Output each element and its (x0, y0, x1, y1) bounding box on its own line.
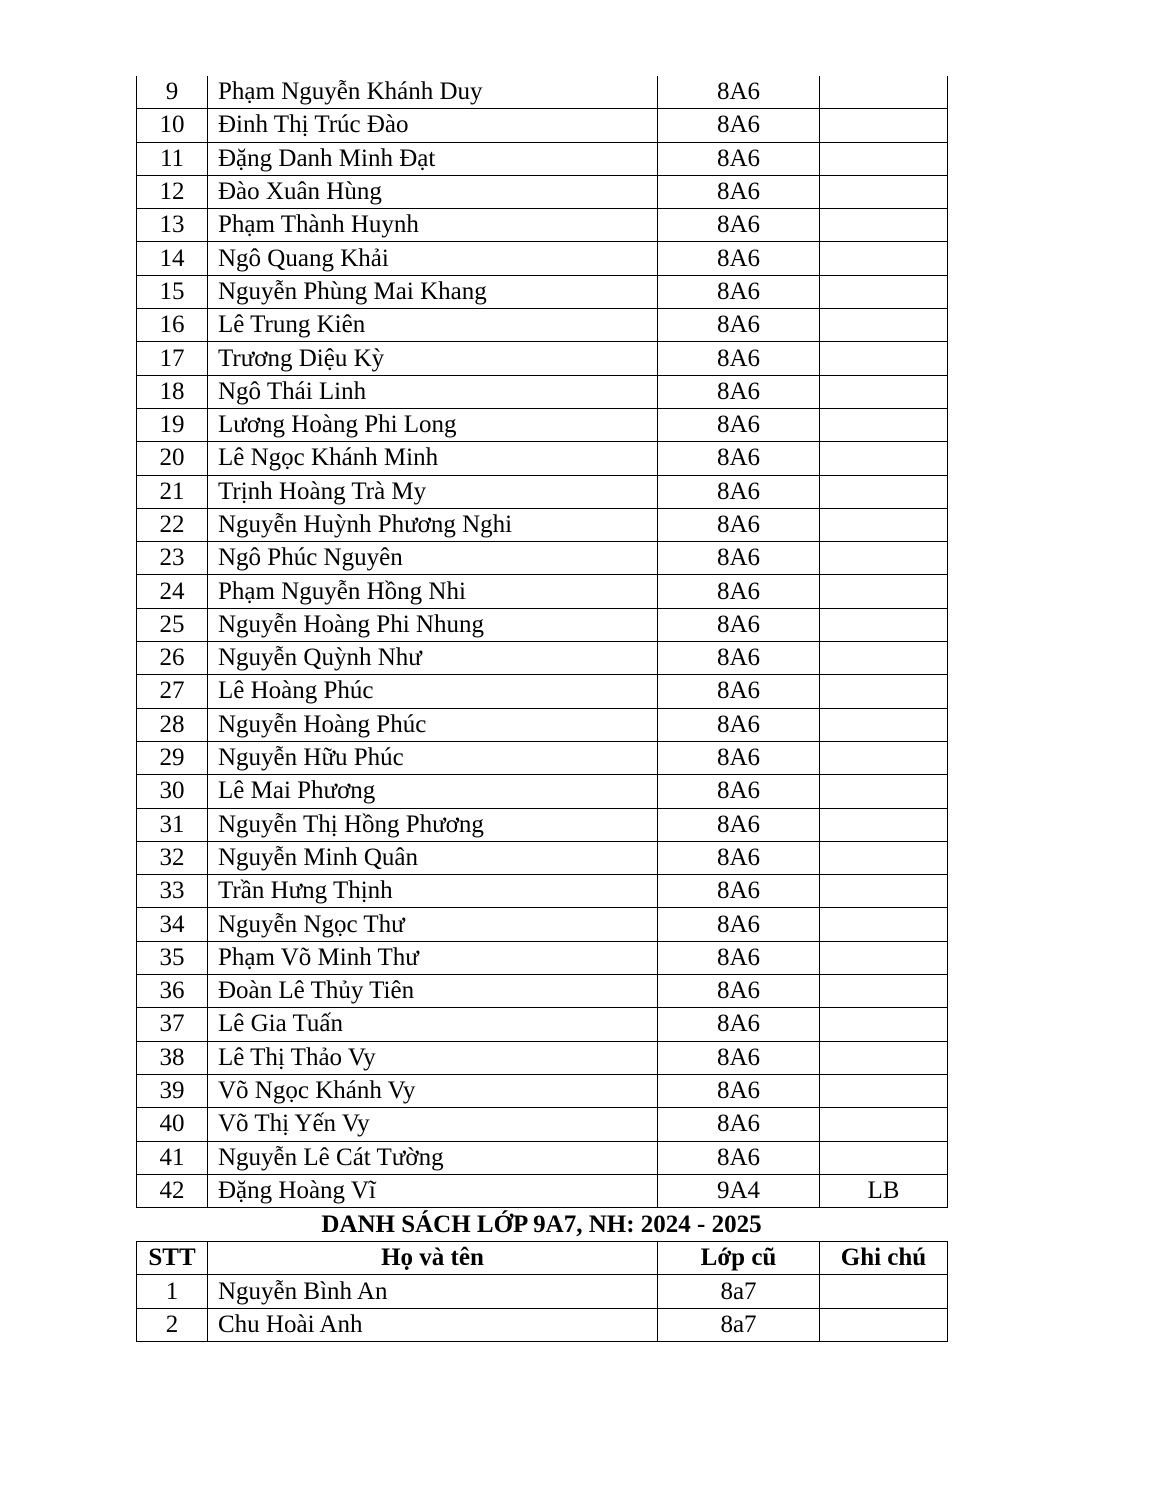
class-9a7-table (136, 1241, 948, 1342)
note-cell (820, 675, 948, 708)
old-class: 8A6 (658, 309, 820, 342)
student-name: Ngô Thái Linh (208, 375, 658, 408)
student-name: Võ Thị Yến Vy (208, 1108, 658, 1141)
old-class: 8A6 (658, 642, 820, 675)
note-cell (820, 209, 948, 242)
table-row (137, 608, 948, 641)
student-name: Lê Gia Tuấn (208, 1008, 658, 1041)
table-row (137, 209, 948, 242)
old-class: 8A6 (658, 142, 820, 175)
table-header-row (137, 1242, 948, 1275)
note-cell (820, 1041, 948, 1074)
note-cell (820, 1074, 948, 1107)
old-class: 8A6 (658, 209, 820, 242)
row-number: 34 (137, 908, 208, 941)
old-class: 8A6 (658, 741, 820, 774)
old-class: 8A6 (658, 608, 820, 641)
note-cell (820, 775, 948, 808)
student-name: Đặng Danh Minh Đạt (208, 142, 658, 175)
note-cell (820, 708, 948, 741)
header-note: Ghi chú (820, 1242, 948, 1275)
old-class: 8A6 (658, 775, 820, 808)
old-class: 8A6 (658, 542, 820, 575)
table1-body (137, 76, 948, 1208)
table-row (137, 1041, 948, 1074)
row-number: 18 (137, 375, 208, 408)
row-number: 32 (137, 841, 208, 874)
table-row (137, 1275, 948, 1308)
note-cell (820, 575, 948, 608)
section-title-9a7: DANH SÁCH LỚP 9A7, NH: 2024 - 2025 (321, 1211, 762, 1239)
note-cell: LB (820, 1174, 948, 1207)
table-row (137, 309, 948, 342)
row-number: 27 (137, 675, 208, 708)
student-name: Nguyễn Ngọc Thư (208, 908, 658, 941)
row-number: 35 (137, 941, 208, 974)
note-cell (820, 408, 948, 441)
old-class: 8A6 (658, 1108, 820, 1141)
old-class: 8A6 (658, 242, 820, 275)
old-class: 8A6 (658, 442, 820, 475)
table-row (137, 1008, 948, 1041)
student-name: Nguyễn Hoàng Phi Nhung (208, 608, 658, 641)
student-name: Nguyễn Hoàng Phúc (208, 708, 658, 741)
student-name: Nguyễn Hữu Phúc (208, 741, 658, 774)
row-number: 14 (137, 242, 208, 275)
old-class: 8a7 (658, 1308, 820, 1341)
note-cell (820, 175, 948, 208)
table-row (137, 675, 948, 708)
table-row (137, 375, 948, 408)
row-number: 12 (137, 175, 208, 208)
row-number: 38 (137, 1041, 208, 1074)
table-row (137, 275, 948, 308)
note-cell (820, 841, 948, 874)
note-cell (820, 1008, 948, 1041)
student-name: Phạm Nguyễn Khánh Duy (208, 76, 658, 109)
note-cell (820, 475, 948, 508)
row-number: 42 (137, 1174, 208, 1207)
class-list-page (136, 76, 947, 1342)
table-row (137, 941, 948, 974)
old-class: 8A6 (658, 875, 820, 908)
table-row (137, 242, 948, 275)
table-row (137, 542, 948, 575)
old-class: 8A6 (658, 175, 820, 208)
note-cell (820, 642, 948, 675)
row-number: 28 (137, 708, 208, 741)
student-name: Nguyễn Bình An (208, 1275, 658, 1308)
old-class: 8A6 (658, 908, 820, 941)
note-cell (820, 1108, 948, 1141)
old-class: 8A6 (658, 675, 820, 708)
row-number: 24 (137, 575, 208, 608)
row-number: 31 (137, 808, 208, 841)
student-name: Trần Hưng Thịnh (208, 875, 658, 908)
table-row (137, 875, 948, 908)
table-row (137, 1308, 948, 1341)
row-number: 25 (137, 608, 208, 641)
student-name: Đoàn Lê Thủy Tiên (208, 975, 658, 1008)
row-number: 41 (137, 1141, 208, 1174)
table-row (137, 442, 948, 475)
table-row (137, 475, 948, 508)
student-name: Lê Trung Kiên (208, 309, 658, 342)
old-class: 8A6 (658, 475, 820, 508)
table-row (137, 76, 948, 109)
note-cell (820, 741, 948, 774)
student-name: Nguyễn Thị Hồng Phương (208, 808, 658, 841)
student-name: Lê Thị Thảo Vy (208, 1041, 658, 1074)
student-name: Phạm Thành Huynh (208, 209, 658, 242)
row-number: 16 (137, 309, 208, 342)
note-cell (820, 309, 948, 342)
student-name: Trịnh Hoàng Trà My (208, 475, 658, 508)
student-name: Ngô Quang Khải (208, 242, 658, 275)
row-number: 17 (137, 342, 208, 375)
row-number: 22 (137, 508, 208, 541)
old-class: 8A6 (658, 1041, 820, 1074)
old-class: 8A6 (658, 808, 820, 841)
table-row (137, 808, 948, 841)
old-class: 9A4 (658, 1174, 820, 1207)
table-row (137, 575, 948, 608)
student-name: Đinh Thị Trúc Đào (208, 109, 658, 142)
note-cell (820, 808, 948, 841)
table-row (137, 908, 948, 941)
note-cell (820, 342, 948, 375)
row-number: 11 (137, 142, 208, 175)
row-number: 21 (137, 475, 208, 508)
row-number: 15 (137, 275, 208, 308)
student-name: Lê Ngọc Khánh Minh (208, 442, 658, 475)
table-row (137, 1108, 948, 1141)
row-number: 40 (137, 1108, 208, 1141)
note-cell (820, 1141, 948, 1174)
student-name: Lê Mai Phương (208, 775, 658, 808)
student-name: Đặng Hoàng Vĩ (208, 1174, 658, 1207)
note-cell (820, 542, 948, 575)
old-class: 8A6 (658, 975, 820, 1008)
old-class: 8A6 (658, 708, 820, 741)
table-row (137, 841, 948, 874)
table-row (137, 975, 948, 1008)
table-row (137, 642, 948, 675)
row-number: 33 (137, 875, 208, 908)
student-name: Nguyễn Huỳnh Phương Nghi (208, 508, 658, 541)
note-cell (820, 242, 948, 275)
table-row (137, 1174, 948, 1207)
class-9a6-table-continued (136, 76, 948, 1208)
row-number: 10 (137, 109, 208, 142)
header-name: Họ và tên (208, 1242, 658, 1275)
old-class: 8A6 (658, 408, 820, 441)
row-number: 36 (137, 975, 208, 1008)
old-class: 8A6 (658, 275, 820, 308)
note-cell (820, 608, 948, 641)
row-number: 30 (137, 775, 208, 808)
note-cell (820, 508, 948, 541)
student-name: Trương Diệu Kỳ (208, 342, 658, 375)
note-cell (820, 975, 948, 1008)
old-class: 8A6 (658, 342, 820, 375)
row-number: 20 (137, 442, 208, 475)
note-cell (820, 109, 948, 142)
student-name: Lương Hoàng Phi Long (208, 408, 658, 441)
row-number: 26 (137, 642, 208, 675)
student-name: Nguyễn Phùng Mai Khang (208, 275, 658, 308)
student-name: Ngô Phúc Nguyên (208, 542, 658, 575)
student-name: Chu Hoài Anh (208, 1308, 658, 1341)
table-row (137, 741, 948, 774)
table-row (137, 109, 948, 142)
table2-body (137, 1275, 948, 1342)
row-number: 37 (137, 1008, 208, 1041)
note-cell (820, 76, 948, 109)
student-name: Nguyễn Minh Quân (208, 841, 658, 874)
note-cell (820, 375, 948, 408)
row-number: 2 (137, 1308, 208, 1341)
old-class: 8A6 (658, 841, 820, 874)
old-class: 8A6 (658, 375, 820, 408)
old-class: 8A6 (658, 941, 820, 974)
student-name: Đào Xuân Hùng (208, 175, 658, 208)
student-name: Phạm Võ Minh Thư (208, 941, 658, 974)
old-class: 8A6 (658, 76, 820, 109)
student-name: Võ Ngọc Khánh Vy (208, 1074, 658, 1107)
table-row (137, 1074, 948, 1107)
row-number: 19 (137, 408, 208, 441)
student-name: Phạm Nguyễn Hồng Nhi (208, 575, 658, 608)
row-number: 13 (137, 209, 208, 242)
note-cell (820, 442, 948, 475)
table-row (137, 775, 948, 808)
old-class: 8A6 (658, 1008, 820, 1041)
row-number: 1 (137, 1275, 208, 1308)
note-cell (820, 941, 948, 974)
note-cell (820, 142, 948, 175)
student-name: Nguyễn Quỳnh Như (208, 642, 658, 675)
note-cell (820, 875, 948, 908)
row-number: 9 (137, 76, 208, 109)
note-cell (820, 1275, 948, 1308)
old-class: 8A6 (658, 1141, 820, 1174)
note-cell (820, 908, 948, 941)
table-row (137, 508, 948, 541)
table-row (137, 342, 948, 375)
old-class: 8A6 (658, 1074, 820, 1107)
header-stt: STT (137, 1242, 208, 1275)
student-name: Nguyễn Lê Cát Tường (208, 1141, 658, 1174)
row-number: 39 (137, 1074, 208, 1107)
row-number: 29 (137, 741, 208, 774)
row-number: 23 (137, 542, 208, 575)
table-row (137, 708, 948, 741)
old-class: 8A6 (658, 109, 820, 142)
table-row (137, 408, 948, 441)
student-name: Lê Hoàng Phúc (208, 675, 658, 708)
note-cell (820, 275, 948, 308)
note-cell (820, 1308, 948, 1341)
table-row (137, 175, 948, 208)
old-class: 8A6 (658, 508, 820, 541)
table-row (137, 142, 948, 175)
header-old-class: Lớp cũ (658, 1242, 820, 1275)
old-class: 8a7 (658, 1275, 820, 1308)
table-row (137, 1141, 948, 1174)
old-class: 8A6 (658, 575, 820, 608)
